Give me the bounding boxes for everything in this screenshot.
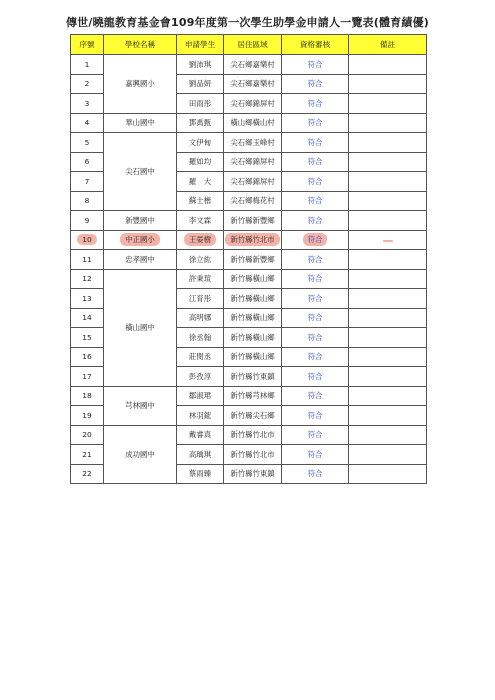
cell-school: 成功國中: [104, 425, 177, 484]
cell-school: 嘉興國小: [104, 55, 177, 114]
cell-serial: 16: [71, 347, 104, 367]
cell-student: 李文霖: [177, 211, 224, 231]
highlight-mark: 新竹縣竹北市: [225, 233, 279, 246]
cell-eligibility: 符合: [282, 191, 349, 211]
cell-serial: 7: [71, 172, 104, 192]
cell-eligibility: 符合: [282, 308, 349, 328]
cell-student: 鄧禹甄: [177, 113, 224, 133]
cell-serial: 2: [71, 74, 104, 94]
cell-eligibility: 符合: [282, 55, 349, 75]
cell-area: 尖石鄉錦屏村: [224, 152, 282, 172]
document-title: 傳世/曉龍教育基金會109年度第一次學生助學金申請人一覽表(體育績優): [65, 16, 430, 29]
table-row: [71, 113, 427, 133]
cell-student: 高明娜: [177, 308, 224, 328]
cell-eligibility: 符合: [282, 152, 349, 172]
cell-eligibility: 符合: [282, 367, 349, 387]
cell-remarks: [349, 94, 427, 114]
cell-eligibility: 符合: [282, 269, 349, 289]
cell-area: 新竹縣橫山鄉: [224, 308, 282, 328]
cell-student: 高瑀琪: [177, 445, 224, 465]
cell-area: 新竹縣芎林鄉: [224, 386, 282, 406]
table-row: [71, 250, 427, 270]
table-row: [71, 425, 427, 445]
cell-area: 新竹縣竹東鎮: [224, 464, 282, 484]
cell-area: 橫山鄉橫山村: [224, 113, 282, 133]
cell-student: 江育彤: [177, 289, 224, 309]
highlight-mark: [383, 240, 393, 242]
cell-area: 尖石鄉嘉樂村: [224, 74, 282, 94]
cell-serial: 21: [71, 445, 104, 465]
cell-remarks: [349, 445, 427, 465]
cell-serial: 8: [71, 191, 104, 211]
highlight-mark: 王晏樹: [184, 233, 216, 246]
cell-student: 莊閔丞: [177, 347, 224, 367]
cell-serial: [71, 230, 104, 250]
cell-serial: 9: [71, 211, 104, 231]
cell-remarks: [349, 386, 427, 406]
cell-serial: 12: [71, 269, 104, 289]
cell-serial: 5: [71, 133, 104, 153]
cell-student: [177, 230, 224, 250]
table-row: [71, 269, 427, 289]
cell-student: 彭孜淳: [177, 367, 224, 387]
table-row: [71, 55, 427, 75]
table-header-row: [71, 35, 427, 55]
table-row: [71, 133, 427, 153]
cell-eligibility: 符合: [282, 464, 349, 484]
cell-student: 劉沛琪: [177, 55, 224, 75]
cell-area: 新竹縣竹北市: [224, 445, 282, 465]
cell-student: 蔡雨臻: [177, 464, 224, 484]
cell-area: 新竹縣竹東鎮: [224, 367, 282, 387]
cell-eligibility: [282, 230, 349, 250]
cell-eligibility: 符合: [282, 172, 349, 192]
table-row: [71, 211, 427, 231]
cell-remarks: [349, 308, 427, 328]
cell-eligibility: 符合: [282, 74, 349, 94]
cell-serial: 17: [71, 367, 104, 387]
cell-student: 徐立紘: [177, 250, 224, 270]
cell-student: 林羽鋐: [177, 406, 224, 426]
cell-serial: 11: [71, 250, 104, 270]
cell-student: 田雨彤: [177, 94, 224, 114]
cell-area: 尖石鄉梅花村: [224, 191, 282, 211]
cell-area: 尖石鄉錦屏村: [224, 172, 282, 192]
cell-area: 尖石鄉玉峰村: [224, 133, 282, 153]
cell-serial: 20: [71, 425, 104, 445]
highlight-mark: 10: [77, 234, 96, 245]
cell-serial: 3: [71, 94, 104, 114]
cell-serial: 18: [71, 386, 104, 406]
cell-area: 尖石鄉錦屏村: [224, 94, 282, 114]
cell-school: 芎林國中: [104, 386, 177, 425]
cell-serial: 13: [71, 289, 104, 309]
cell-school: 尖石國中: [104, 133, 177, 211]
column-header-school: 學校名稱: [104, 35, 177, 55]
applicant-table: [70, 34, 427, 484]
cell-eligibility: 符合: [282, 133, 349, 153]
cell-school: 新豐國中: [104, 211, 177, 231]
cell-serial: 15: [71, 328, 104, 348]
cell-eligibility: 符合: [282, 289, 349, 309]
cell-school: 橫山國中: [104, 269, 177, 386]
cell-remarks: [349, 230, 427, 250]
cell-serial: 6: [71, 152, 104, 172]
cell-eligibility: 符合: [282, 250, 349, 270]
cell-eligibility: 符合: [282, 211, 349, 231]
cell-remarks: [349, 152, 427, 172]
cell-school: 華山國中: [104, 113, 177, 133]
cell-student: 蘇士楷: [177, 191, 224, 211]
cell-eligibility: 符合: [282, 445, 349, 465]
column-header-remarks: 備註: [349, 35, 427, 55]
cell-remarks: [349, 328, 427, 348]
cell-eligibility: 符合: [282, 94, 349, 114]
cell-remarks: [349, 250, 427, 270]
highlight-mark: 符合: [303, 233, 328, 246]
cell-serial: 19: [71, 406, 104, 426]
cell-area: 新竹縣橫山鄉: [224, 289, 282, 309]
cell-eligibility: 符合: [282, 113, 349, 133]
table-row: [71, 386, 427, 406]
cell-serial: 4: [71, 113, 104, 133]
cell-remarks: [349, 425, 427, 445]
cell-serial: 22: [71, 464, 104, 484]
cell-area: 新竹縣尖石鄉: [224, 406, 282, 426]
cell-student: 鄒淑珺: [177, 386, 224, 406]
cell-area: 尖石鄉嘉樂村: [224, 55, 282, 75]
cell-area: [224, 230, 282, 250]
cell-remarks: [349, 289, 427, 309]
cell-serial: 1: [71, 55, 104, 75]
cell-student: 文伊甸: [177, 133, 224, 153]
cell-eligibility: 符合: [282, 406, 349, 426]
cell-eligibility: 符合: [282, 328, 349, 348]
cell-remarks: [349, 367, 427, 387]
table-body: [71, 55, 427, 484]
cell-remarks: [349, 191, 427, 211]
cell-remarks: [349, 347, 427, 367]
cell-school: 忠孝國中: [104, 250, 177, 270]
cell-remarks: [349, 406, 427, 426]
cell-remarks: [349, 133, 427, 153]
cell-remarks: [349, 55, 427, 75]
cell-area: 新竹縣橫山鄉: [224, 328, 282, 348]
cell-student: 許秉瑄: [177, 269, 224, 289]
cell-remarks: [349, 211, 427, 231]
cell-eligibility: 符合: [282, 425, 349, 445]
cell-eligibility: 符合: [282, 386, 349, 406]
column-header-area: 居住區域: [224, 35, 282, 55]
cell-area: 新竹縣橫山鄉: [224, 269, 282, 289]
cell-serial: 14: [71, 308, 104, 328]
cell-area: 新竹縣竹北市: [224, 425, 282, 445]
cell-remarks: [349, 74, 427, 94]
cell-eligibility: 符合: [282, 347, 349, 367]
cell-remarks: [349, 464, 427, 484]
cell-student: 羅 大: [177, 172, 224, 192]
cell-area: 新竹縣新豐鄉: [224, 211, 282, 231]
column-header-serial: 序號: [71, 35, 104, 55]
column-header-eligibility: 資格審核: [282, 35, 349, 55]
table-row: [71, 230, 427, 250]
column-header-student: 申請學生: [177, 35, 224, 55]
cell-student: 徐丞翰: [177, 328, 224, 348]
cell-area: 新竹縣橫山鄉: [224, 347, 282, 367]
cell-school: [104, 230, 177, 250]
cell-remarks: [349, 113, 427, 133]
cell-student: 戴睿真: [177, 425, 224, 445]
cell-remarks: [349, 172, 427, 192]
cell-remarks: [349, 269, 427, 289]
cell-area: 新竹縣新豐鄉: [224, 250, 282, 270]
cell-student: 羅如均: [177, 152, 224, 172]
cell-student: 劉品妍: [177, 74, 224, 94]
highlight-mark: 中正國小: [120, 233, 160, 246]
